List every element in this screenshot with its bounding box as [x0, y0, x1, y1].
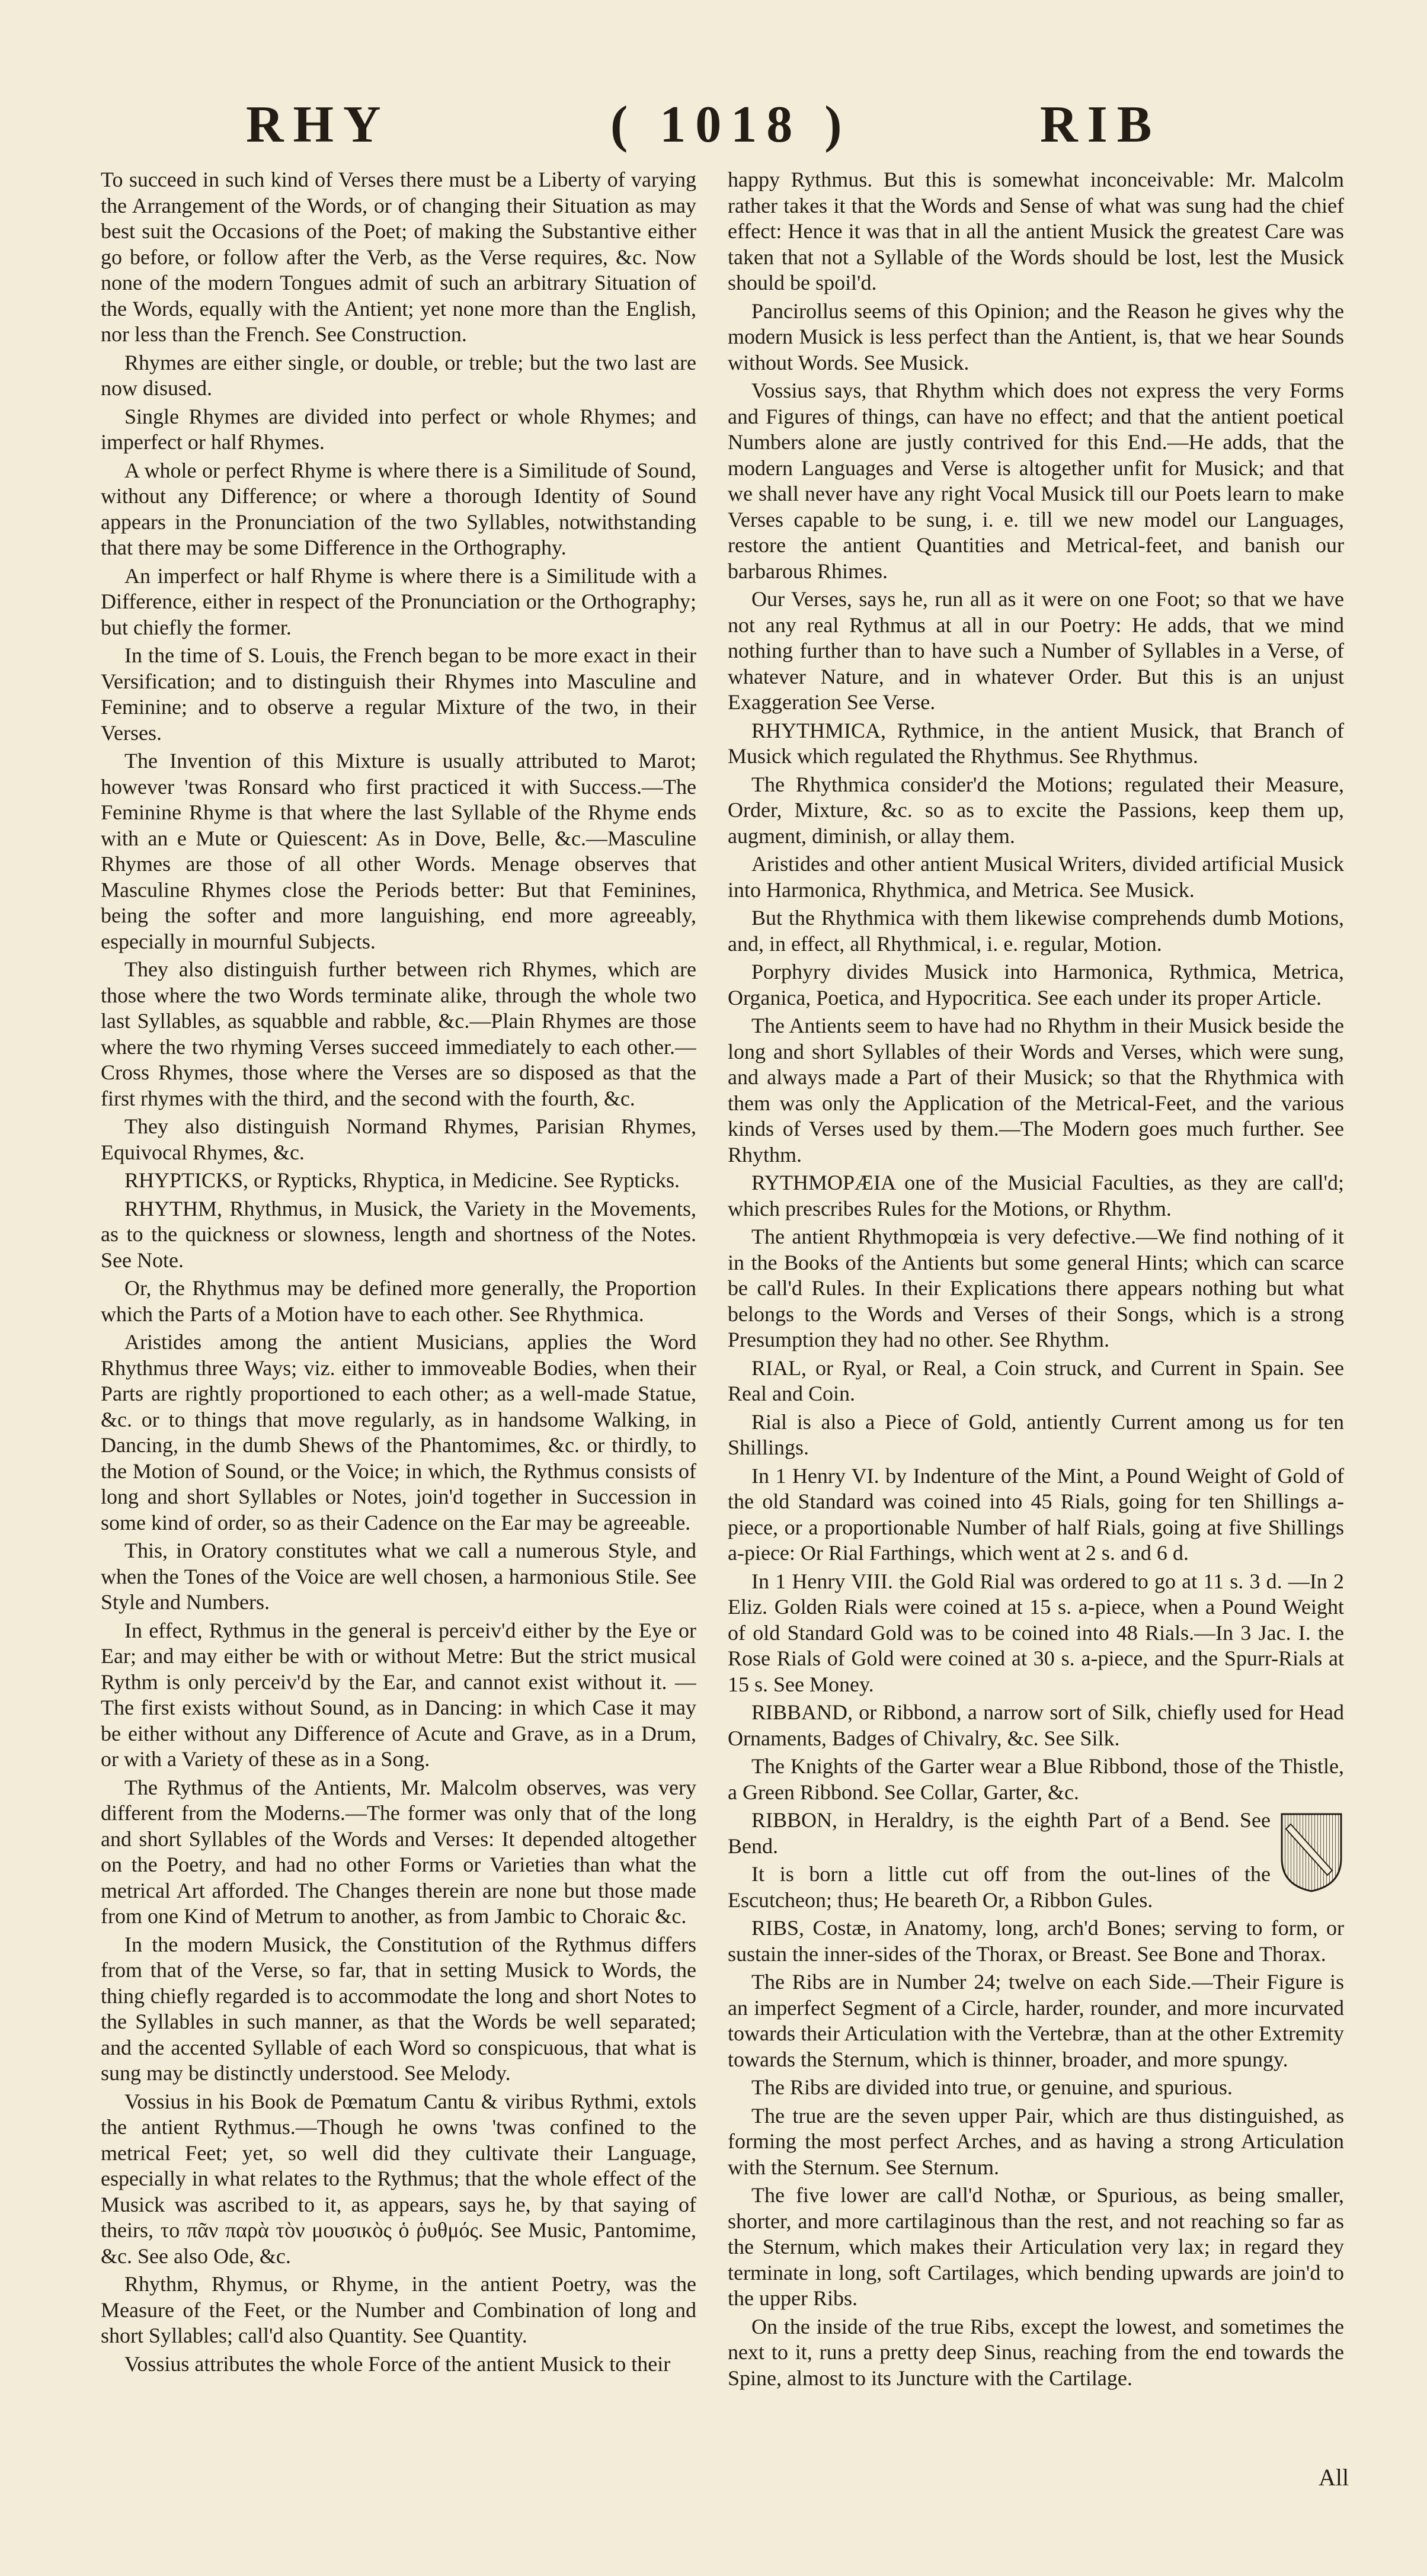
paragraph: Single Rhymes are divided into perfect or whole Rhymes; and imperfect or half Rhymes. — [101, 404, 696, 454]
entry-heading-paragraph: RIBS, Costæ, in Anatomy, long, arch'd Bones; serving to form, or sustain the inner-sides of the Thorax, or Breast. See Bone and Thorax. — [728, 1916, 1344, 1966]
entry-heading-paragraph: RIBBAND, or Ribbond, a narrow sort of Silk, chiefly used for Head Ornaments, Badges of Chivalry, &c. See Silk. — [728, 1700, 1344, 1750]
paragraph: The antient Rhythmopœia is very defective.—We find nothing of it in the Books of the Antients but some general Hints; which can scarce be call'd Rules. In their Explications there appears nothing but what belongs to the Words and Verses of their Songs, which is a strong Presumption they had no other. See Rhythm. — [728, 1225, 1344, 1351]
paragraph: On the inside of the true Ribs, except the lowest, and sometimes the next to it, runs a pretty deep Sinus, reaching from the end towards the Spine, almost to its Juncture with the Cartilage. — [728, 2314, 1344, 2390]
paragraph: In the modern Musick, the Constitution of the Rythmus differs from that of the Verse, so far, that in setting Musick to Words, the thing chiefly regarded is to accommodate the long and short Notes to the Syllables in such manner, as that the Words be well separated; and the accented Syllable of each Word so conspicuous, that what is sung may be distinctly understood. See Melody. — [101, 1932, 696, 2085]
right-column — [728, 167, 1344, 2525]
paragraph: Or, the Rhythmus may be defined more generally, the Proportion which the Parts of a Motion have to each other. See Rhythmica. — [101, 1276, 696, 1326]
paragraph: The Rhythmica consider'd the Motions; regulated their Measure, Order, Mixture, &c. so as to excite the Passions, keep them up, augment, diminish, or allay them. — [728, 772, 1344, 848]
paragraph: Rhymes are either single, or double, or treble; but the two last are now disused. — [101, 350, 696, 400]
paragraph: Aristides among the antient Musicians, applies the Word Rhythmus three Ways; viz. either to immoveable Bodies, when their Parts are rightly proportioned to each other; as a well-made Statue, &c. or to things that move regularly, as in handsome Walking, in Dancing, in the dumb Shews of the Phantomimes, &c. or thirdly, to the Motion of Sound, or the Voice; in which, the Rythmus consists of long and short Syllables or Notes, join'd together in Succession in some kind of order, so as their Cadence on the Ear may be agreeable. — [101, 1330, 696, 1534]
paragraph: The Invention of this Mixture is usually attributed to Marot; however 'twas Ronsard who first practiced it with Success.—The Feminine Rhyme is that where the last Syllable of the Rhyme ends with an e Mute or Quiescent: As in Dove, Belle, &c.—Masculine Rhymes are those of all other Words. Menage observes that Masculine Rhymes close the Periods better: But that Feminines, being the softer and more languishing, end more agreeably, especially in mournful Subjects. — [101, 749, 696, 953]
paragraph: The five lower are call'd Nothæ, or Spurious, as being smaller, shorter, and more cartilaginous than the rest, and not reaching so far as the Sternum, which makes their Articulation very lax; in regard they terminate in long, soft Cartilages, which bending upwards are join'd to the upper Ribs. — [728, 2183, 1344, 2310]
paragraph: Aristides and other antient Musical Writers, divided artificial Musick into Harmonica, Rhythmica, and Metrica. See Musick. — [728, 852, 1344, 902]
heraldic-escutcheon-ribbon-icon — [1279, 1811, 1344, 1894]
paragraph: Pancirollus seems of this Opinion; and the Reason he gives why the modern Musick is less perfect than the Antient, is, that we hear Sounds without Words. See Musick. — [728, 299, 1344, 374]
paragraph: But the Rhythmica with them likewise comprehends dumb Motions, and, in effect, all Rhythmical, i. e. regular, Motion. — [728, 906, 1344, 956]
paragraph: To succeed in such kind of Verses there must be a Liberty of varying the Arrangement of the Words, or of changing their Situation as may best suit the Occasions of the Poet; of making the Substantive either go before, or follow after the Verb, as the Verse requires, &c. Now none of the modern Tongues admit of such an arbitrary Situation of the Words, equally with the Antient; yet none more than the English, nor less than the French. See Construction. — [101, 168, 696, 346]
paragraph: They also distinguish further between rich Rhymes, which are those where the two Words terminate alike, through the whole two last Syllables, as squabble and rabble, &c.—Plain Rhymes are those where the two rhyming Verses succeed immediately to each other.—Cross Rhymes, those where the Verses are so disposed as that the first rhymes with the third, and the second with the fourth, &c. — [101, 957, 696, 1110]
entry-heading-paragraph: RIAL, or Ryal, or Real, a Coin struck, and Current in Spain. See Real and Coin. — [728, 1356, 1344, 1405]
entry-heading-paragraph: RHYTHMICA, Rythmice, in the antient Musick, that Branch of Musick which regulated the Rhythmus. See Rhythmus. — [728, 718, 1344, 768]
paragraph: The true are the seven upper Pair, which are thus distinguished, as forming the most perfect Arches, and as having a strong Articulation with the Sternum. See Sternum. — [728, 2103, 1344, 2179]
paragraph: The Knights of the Garter wear a Blue Ribbond, those of the Thistle, a Green Ribbond. See Collar, Garter, &c. — [728, 1754, 1344, 1804]
paragraph: Rial is also a Piece of Gold, antiently Current among us for ten Shillings. — [728, 1409, 1344, 1459]
paragraph: In effect, Rythmus in the general is perceiv'd either by the Eye or Ear; and may either be with or without Metre: But the strict musical Rythm is only perceiv'd by the Ear, and cannot exist without it. —The first exists without Sound, as in Dancing: in which Case it may be either without any Difference of Acute and Grave, as in a Drum, or with a Variety of these as in a Song. — [101, 1618, 696, 1771]
header-left-word: RHY — [246, 96, 391, 153]
paragraph: An imperfect or half Rhyme is where there is a Similitude with a Difference, either in respect of the Pronunciation or the Orthography; but chiefly the former. — [101, 563, 696, 639]
paragraph: The Ribs are in Number 24; twelve on each Side.—Their Figure is an imperfect Segment of a Circle, harder, rounder, and more incurvated towards their Articulation with the Vertebræ, than at the other Extremity towards the Sternum, which is thinner, broader, and more spungy. — [728, 1970, 1344, 2071]
header-right-word: RIB — [1040, 96, 1162, 153]
paragraph: In the time of S. Louis, the French began to be more exact in their Versification; and to distinguish their Rhymes into Masculine and Feminine; and to observe a regular Mixture of the two, in their Verses. — [101, 643, 696, 745]
paragraph: Our Verses, says he, run all as it were on one Foot; so that we have not any real Rythmus at all in our Poetry: He adds, that we mind nothing further than to have such a Number of Syllables in a Verse, of whatever Nature, and in whatever Order. But this is an unjust Exaggeration See Verse. — [728, 587, 1344, 714]
paragraph: It is born a little cut off from the out-lines of the Escutcheon; thus; He beareth Or, a Ribbon Gules. — [728, 1862, 1271, 1912]
paragraph: Porphyry divides Musick into Harmonica, Rythmica, Metrica, Organica, Poetica, and Hypocritica. See each under its proper Article. — [728, 960, 1344, 1010]
paragraph: In 1 Henry VIII. the Gold Rial was ordered to go at 11 s. 3 d. —In 2 Eliz. Golden Rials were coined at 15 s. a-piece, when a Pound Weight of old Standard Gold was to be coined into 48 Rials.—In 3 Jac. I. the Rose Rials of Gold were coined at 30 s. a-piece, and the Spurr-Rials at 15 s. See Money. — [728, 1569, 1344, 1696]
paragraph: In 1 Henry VI. by Indenture of the Mint, a Pound Weight of Gold of the old Standard was coined into 45 Rials, going for ten Shillings a-piece, or a proportionable Number of half Rials, going at five Shillings a-piece: Or Rial Farthings, which went at 2 s. and 6 d. — [728, 1463, 1344, 1565]
entry-heading-paragraph: RIBBON, in Heraldry, is the eighth Part of a Bend. See Bend. — [728, 1808, 1271, 1858]
paragraph: The Antients seem to have had no Rhythm in their Musick beside the long and short Syllables of their Words and Verses, which were sung, and always made a Part of their Musick; so that the Rhythmica with them was only the Application of the Metrical-Feet, and the various kinds of Verses used by them.—The Modern goes much further. See Rhythm. — [728, 1014, 1344, 1167]
paragraph: happy Rythmus. But this is somewhat inconceivable: Mr. Malcolm rather takes it that the Words and Sense of what was sung had the chief effect: Hence it was that in all the antient Musick the greatest Care was taken that not a Syllable of the Words should be lost, lest the Musick should be spoil'd. — [728, 168, 1344, 294]
catchword: All — [1319, 2464, 1349, 2491]
paragraph: Vossius in his Book de Pœmatum Cantu & viribus Rythmi, extols the antient Rythmus.—Though he owns 'twas confined to the metrical Feet; yet, so well did they cultivate their Language, especially in what relates to the Rythmus; that the whole effect of the Musick was ascribed to it, as appears, says he, by that saying of theirs, το πᾶν παρὰ τὸν μουσικὸς ὁ ῥυθμός. See Music, Pantomime, &c. See also Ode, &c. — [101, 2089, 696, 2268]
running-header — [0, 95, 1427, 166]
entry-heading-paragraph: RHYPTICKS, or Rypticks, Rhyptica, in Medicine. See Rypticks. — [124, 1168, 680, 1192]
entry-heading-paragraph: RYTHMOPÆIA one of the Musicial Faculties, as they are call'd; which prescribes Rules for the Motions, or Rhythm. — [728, 1171, 1344, 1220]
paragraph: Vossius says, that Rhythm which does not express the very Forms and Figures of things, can have no effect; and that the antient poetical Numbers alone are justly contrived for this End.—He adds, that the modern Languages and Verse is altogether unfit for Musick; and that we shall never have any right Vocal Musick till our Poets learn to make Verses capable to be sung, i. e. till we new model our Languages, restore the antient Quantities and Metrical-feet, and banish our barbarous Rhimes. — [728, 379, 1344, 583]
page-number: ( 1018 ) — [610, 96, 852, 153]
paragraph: This, in Oratory constitutes what we call a numerous Style, and when the Tones of the Voice are well chosen, a harmonious Stile. See Style and Numbers. — [101, 1539, 696, 1614]
paragraph: The Rythmus of the Antients, Mr. Malcolm observes, was very different from the Moderns.—The former was only that of the long and short Syllables of the Words and Verses: It depended altogether on the Poetry, and had no other Forms or Varieties than what the metrical Art afforded. The Changes therein are none but those made from one Kind of Metrum to another, as from Jambic to Choraic &c. — [101, 1775, 696, 1928]
paragraph: They also distinguish Normand Rhymes, Parisian Rhymes, Equivocal Rhymes, &c. — [101, 1114, 696, 1164]
entry-heading-paragraph: RHYTHM, Rhythmus, in Musick, the Variety in the Movements, as to the quickness or slowness, length and shortness of the Notes. See Note. — [101, 1196, 696, 1272]
left-column — [101, 167, 696, 2525]
paragraph: The Ribs are divided into true, or genuine, and spurious. — [751, 2075, 1233, 2099]
paragraph: A whole or perfect Rhyme is where there is a Similitude of Sound, without any Difference; or where a thorough Identity of Sound appears in the Pronunciation of the two Syllables, notwithstanding that there may be some Difference in the Orthography. — [101, 458, 696, 559]
paragraph: Vossius attributes the whole Force of the antient Musick to their — [124, 2351, 671, 2376]
entry-heading-paragraph: Rhythm, Rhymus, or Rhyme, in the antient Poetry, was the Measure of the Feet, or the Number and Combination of long and short Syllables; call'd also Quantity. See Quantity. — [101, 2272, 696, 2347]
